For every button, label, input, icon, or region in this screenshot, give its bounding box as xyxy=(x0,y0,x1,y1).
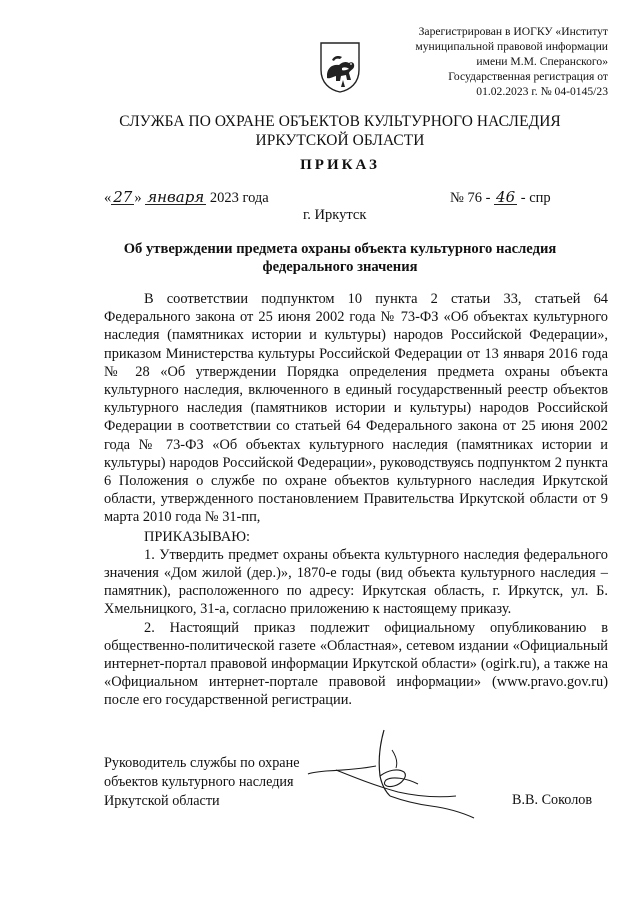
heading-line-2: федерального значения xyxy=(262,259,418,275)
registration-line: Государственная регистрация от xyxy=(448,70,608,83)
signer-title-line-3: Иркутской области xyxy=(104,793,220,809)
number-prefix: № 76 - xyxy=(450,190,491,206)
order-body xyxy=(104,290,608,710)
registration-line: имени М.М. Сперанского» xyxy=(476,55,608,68)
date-open-quote: « xyxy=(104,190,112,206)
registration-line: Зарегистрирован в ИОГКУ «Институт xyxy=(418,25,608,38)
date-day: 27 xyxy=(113,188,133,206)
date-year: 2023 года xyxy=(209,190,269,206)
order-city: г. Иркутск xyxy=(303,207,367,223)
preamble-paragraph: В соответствии подпунктом 10 пункта 2 статьи 33, статьей 64 Федерального закона от 25 июня 2002 года № 73-ФЗ «Об объектах культурного наследия (памятниках истории и культуры) народов Российской Федерации», приказом Министерства культуры Российской Федерации от 13 января 2016 года № 28 «Об утверждении Порядка определения предмета охраны объекта культурного наследия, включенного в единый государственный реестр объектов культурного наследия (памятников истории и культуры) народов Российской Федерации в соответствии со статьей 64 Федерального закона от 25 июня 2002 года № 73-ФЗ «Об объектах культурного наследия (памятниках истории и культуры) народов Российской Федерации», руководствуясь подпунктом 2 пункта 6 Положения о службе по охране объектов культурного наследия Иркутской области, утвержденного постановлением Правительства Иркутской области от 9 марта 2010 года № 31-пп, xyxy=(104,291,608,526)
signer-title-line-1: Руководитель службы по охране xyxy=(104,755,300,771)
registration-note xyxy=(360,24,608,99)
handwritten-signature-icon xyxy=(306,726,476,826)
agency-name xyxy=(60,112,620,150)
order-item-2: 2. Настоящий приказ подлежит официальному опубликованию в общественно-политической газете «Областная», сетевом издании «Официальный интернет-портал правовой информации Иркутской области» (ogirk.ru), а также на «Официальном интернет-портале правовой информации» (www.pravo.gov.ru) после его государственной регистрации. xyxy=(104,619,608,709)
order-item-1: 1. Утвердить предмет охраны объекта культурного наследия федерального значения «Дом жилой (дер.)», 1870-е годы (вид объекта культурного наследия – памятник), расположенного по адресу: Иркутская область, г. Иркутск, ул. Б. Хмельницкого, 31-а, согласно приложению к настоящему приказу. xyxy=(104,546,608,618)
prikazyvayu-label: ПРИКАЗЫВАЮ: xyxy=(144,528,251,545)
order-date xyxy=(104,190,269,207)
signer-title-line-2: объектов культурного наследия xyxy=(104,774,294,790)
order-number xyxy=(450,190,551,207)
signer-name: В.В. Соколов xyxy=(512,792,593,808)
signer-title xyxy=(104,754,300,811)
number-suffix: - спр xyxy=(520,190,551,206)
order-heading xyxy=(118,240,562,276)
agency-line-2: ИРКУТСКОЙ ОБЛАСТИ xyxy=(255,132,425,149)
number-handwritten: 46 xyxy=(496,188,516,206)
heading-line-1: Об утверждении предмета охраны объекта культурного наследия xyxy=(123,241,557,257)
agency-line-1: СЛУЖБА ПО ОХРАНЕ ОБЪЕКТОВ КУЛЬТУРНОГО НАСЛЕДИЯ xyxy=(119,113,561,130)
irkutsk-coat-of-arms-icon xyxy=(318,40,362,94)
order-title: ПРИКАЗ xyxy=(300,157,380,173)
registration-line: 01.02.2023 г. № 04-0145/23 xyxy=(476,85,608,98)
registration-line: муниципальной правовой информации xyxy=(415,40,608,53)
date-close-quote: » xyxy=(134,190,142,206)
date-month: января xyxy=(147,188,205,206)
